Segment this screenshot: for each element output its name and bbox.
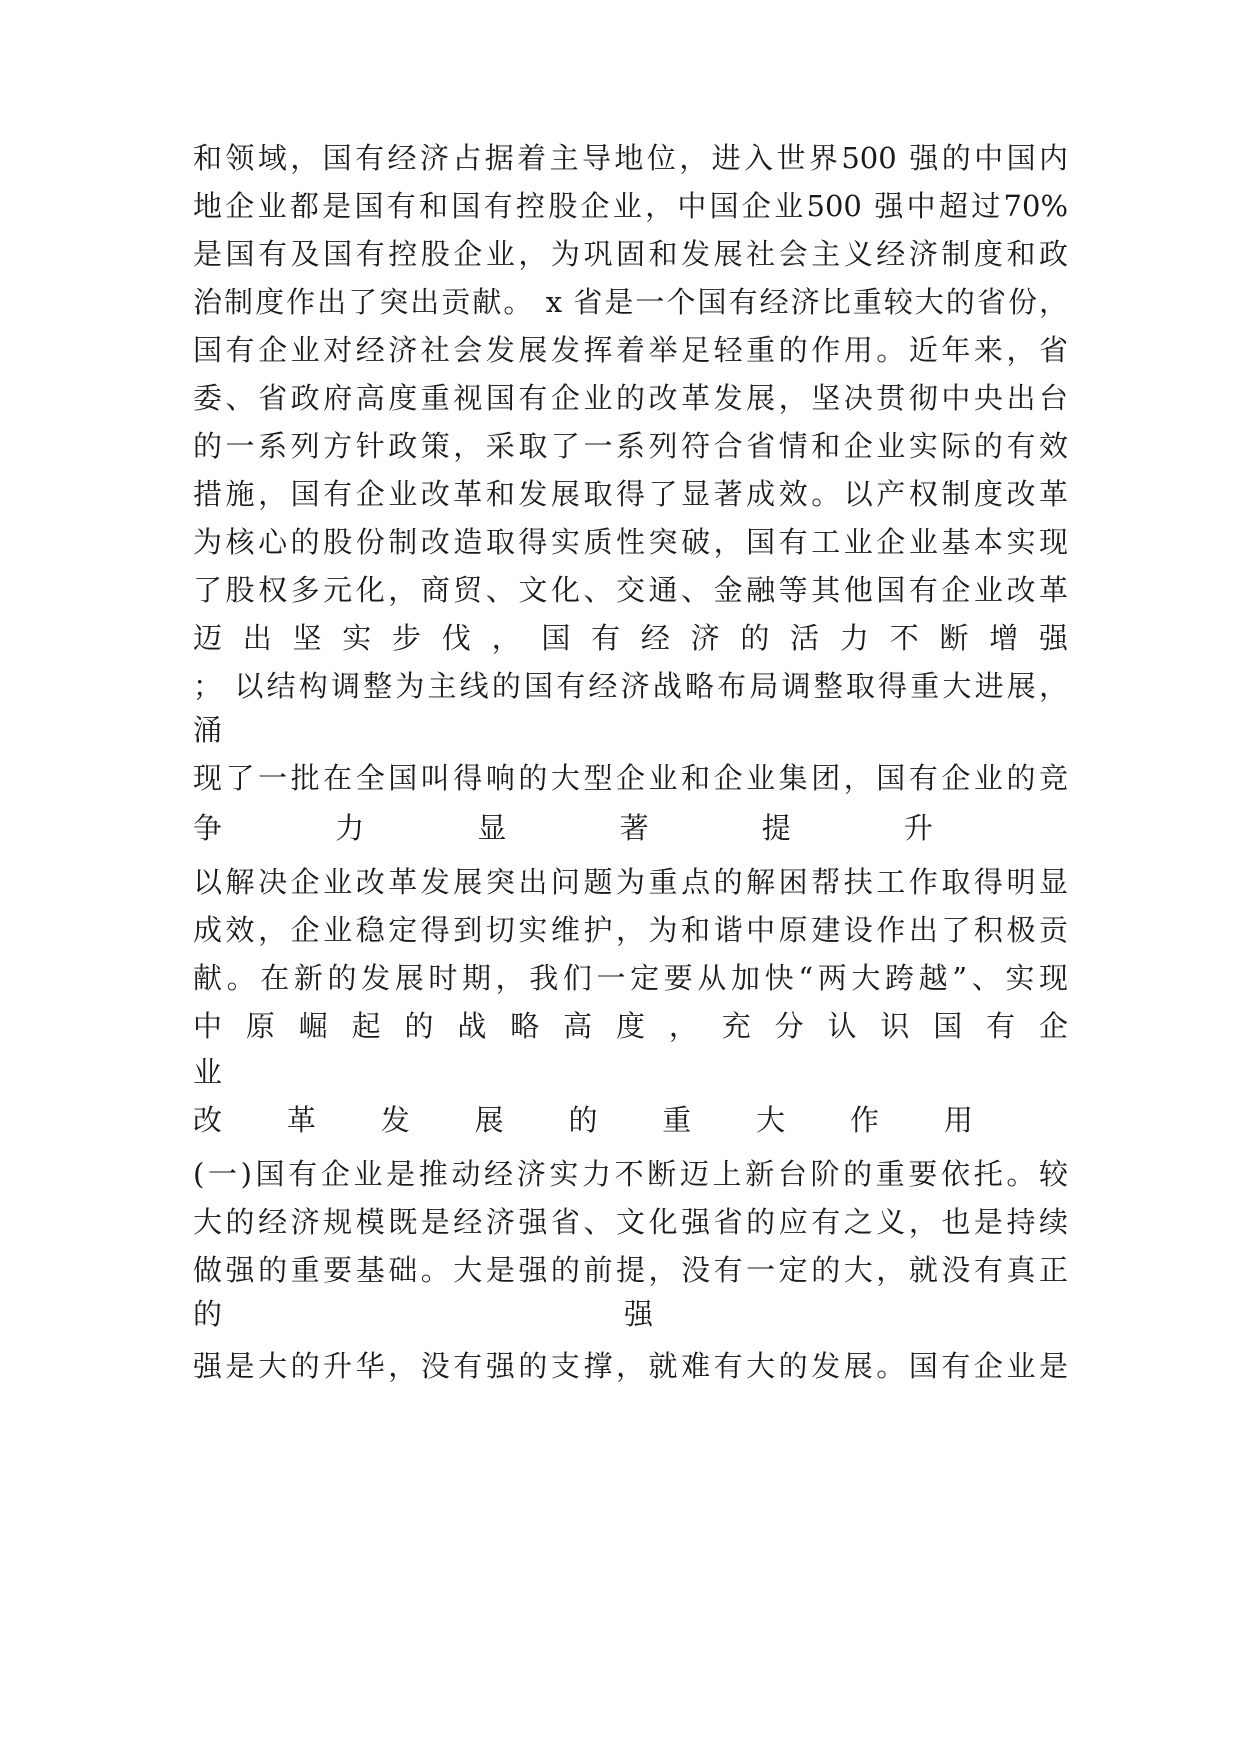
- text-line: 和领域，国有经济占据着主导地位，进入世界500 强的中国内: [193, 141, 1068, 175]
- text-line: 治制度作出了突出贡献。 x 省是一个国有经济比重较大的省份，: [193, 285, 1068, 319]
- spread-char: 的: [193, 1297, 223, 1331]
- text-line: 强是大的升华，没有强的支撑，就难有大的发展。国有企业是: [193, 1349, 1068, 1383]
- text-line: 国有企业对经济社会发展发挥着举足轻重的作用。近年来，省: [193, 333, 1068, 367]
- section-heading-line: (一)国有企业是推动经济实力不断迈上新台阶的重要依托。较: [193, 1157, 1068, 1191]
- text-line: 成效，企业稳定得到切实维护，为和谐中原建设作出了积极贡: [193, 913, 1068, 947]
- text-line: 的一系列方针政策，采取了一系列符合省情和企业实际的有效: [193, 429, 1068, 463]
- spread-char: 著: [619, 811, 649, 845]
- text-line: 做强的重要基础。大是强的前提，没有一定的大，就没有真正: [193, 1253, 1068, 1287]
- spread-char: 革: [286, 1103, 316, 1137]
- text-line: 了股权多元化，商贸、文化、交通、金融等其他国有企业改革: [193, 573, 1068, 607]
- text-line: 是国有及国有控股企业，为巩固和发展社会主义经济制度和政: [193, 237, 1068, 271]
- text-line: 地企业都是国有和国有控股企业，中国企业500 强中超过70%: [193, 189, 1068, 223]
- spread-char: 大: [756, 1103, 786, 1137]
- text-line: 迈出坚实步伐，国有经济的活力不断增强: [193, 621, 1068, 655]
- text-line: 涌: [193, 713, 223, 747]
- text-line: 以解决企业改革发展突出问题为重点的解困帮扶工作取得明显: [193, 865, 1068, 899]
- text-line: 中原崛起的战略高度，充分认识国有企: [193, 1009, 1068, 1043]
- spread-line-role: [193, 1102, 973, 1138]
- text-line: 委、省政府高度重视国有企业的改革发展，坚决贯彻中央出台: [193, 381, 1068, 415]
- spread-char: 作: [850, 1103, 880, 1137]
- text-line: 献。在新的发展时期，我们一定要从加快“两大跨越”、实现: [193, 961, 1068, 995]
- spread-line-strong: [193, 1296, 653, 1332]
- spread-char: 改: [193, 1103, 223, 1137]
- spread-char: 提: [761, 811, 791, 845]
- spread-char: 强: [623, 1297, 653, 1331]
- spread-char: 的: [568, 1103, 598, 1137]
- spread-char: 升: [903, 811, 933, 845]
- text-line: 业: [193, 1055, 223, 1089]
- spread-char: 重: [662, 1103, 692, 1137]
- spread-char: 展: [474, 1103, 504, 1137]
- text-line: 大的经济规模既是经济强省、文化强省的应有之义，也是持续: [193, 1205, 1068, 1239]
- spread-char: 力: [335, 811, 365, 845]
- text-line: ； 以结构调整为主线的国有经济战略布局调整取得重大进展，: [193, 669, 1068, 703]
- spread-char: 争: [193, 811, 223, 845]
- text-line: 现了一批在全国叫得响的大型企业和企业集团，国有企业的竞: [193, 761, 1068, 795]
- spread-char: 用: [943, 1103, 973, 1137]
- spread-char: 发: [380, 1103, 410, 1137]
- text-line: 为核心的股份制改造取得实质性突破，国有工业企业基本实现: [193, 525, 1068, 559]
- spread-char: 显: [477, 811, 507, 845]
- spread-line-competitiveness: [193, 810, 933, 846]
- text-line: 措施，国有企业改革和发展取得了显著成效。以产权制度改革: [193, 477, 1068, 511]
